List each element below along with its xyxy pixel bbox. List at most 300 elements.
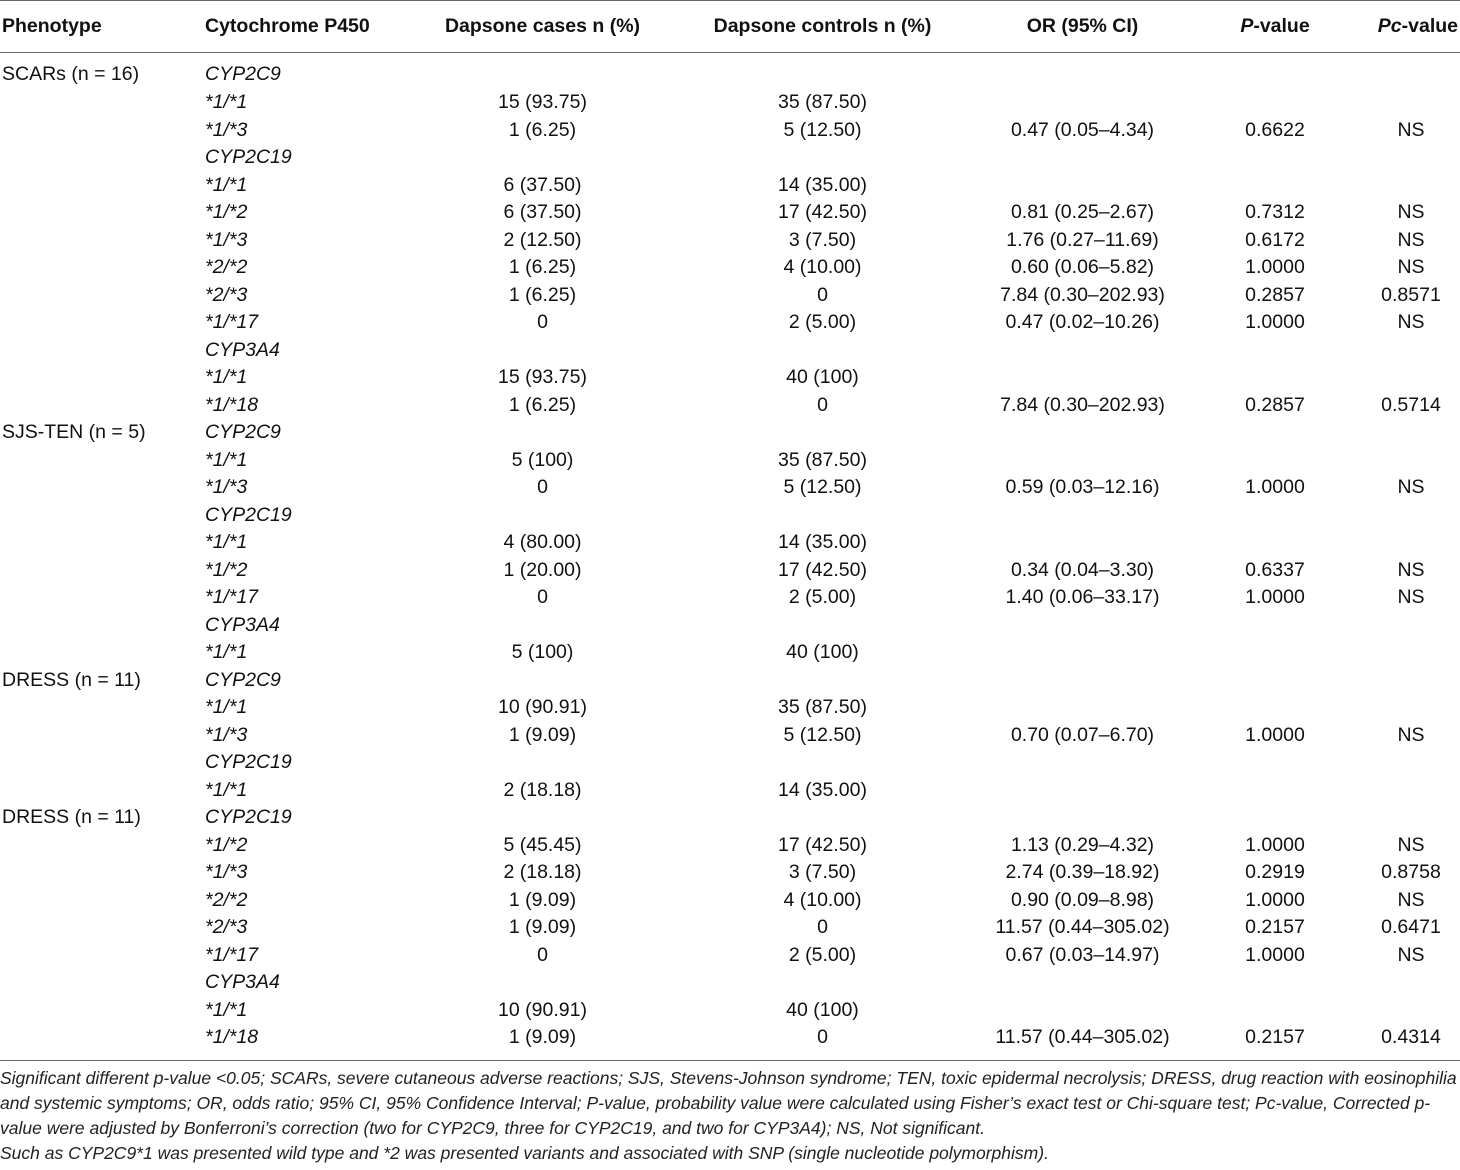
cell-cases: 1 (9.09) — [508, 888, 577, 911]
cell-cytochrome: *1/*18 — [205, 393, 259, 416]
cell-controls — [680, 419, 965, 447]
cell-p-value — [1200, 447, 1350, 475]
cell-or — [965, 419, 1200, 447]
cell-pc-value: NS — [1397, 833, 1425, 856]
cell-controls: 14 (35.00) — [778, 778, 867, 801]
cell-p-value — [1200, 639, 1350, 667]
table-row — [0, 887, 1460, 915]
cell-pc-value: NS — [1397, 586, 1425, 608]
cell-pc-value — [1350, 172, 1460, 200]
header-cytochrome: Cytochrome P450 — [200, 1, 405, 53]
table-row — [0, 502, 1460, 530]
cell-pc-value — [1350, 337, 1460, 365]
cell-p-value: 0.6172 — [1245, 228, 1305, 251]
cell-p-value — [1200, 667, 1350, 695]
cell-or: 0.90 (0.09–8.98) — [1010, 888, 1155, 911]
cell-phenotype — [0, 859, 200, 887]
cell-cytochrome: CYP3A4 — [205, 971, 280, 993]
cell-cytochrome: CYP2C9 — [205, 63, 281, 86]
cell-or — [965, 53, 1200, 90]
cell-pc-value — [1350, 694, 1460, 722]
cell-p-value — [1200, 694, 1350, 722]
table-row — [0, 667, 1460, 695]
table-row — [0, 254, 1460, 282]
cell-or: 11.57 (0.44–305.02) — [995, 916, 1170, 938]
table-row — [0, 557, 1460, 585]
cell-pc-value: 0.6471 — [1381, 916, 1441, 938]
cell-p-value — [1200, 337, 1350, 365]
cell-controls: 2 (5.00) — [788, 586, 857, 608]
cell-phenotype — [0, 529, 200, 557]
cell-p-value — [1200, 53, 1350, 90]
cell-p-value — [1200, 529, 1350, 557]
cell-cases: 1 (9.09) — [508, 916, 577, 938]
cell-or: 1.13 (0.29–4.32) — [1010, 833, 1155, 856]
table-row — [0, 172, 1460, 200]
cell-pc-value: NS — [1397, 201, 1425, 223]
cell-controls: 17 (42.50) — [778, 558, 867, 581]
header-pc-italic: Pc — [1377, 15, 1402, 37]
cell-phenotype — [0, 584, 200, 612]
cell-pc-value — [1350, 639, 1460, 667]
table-row — [0, 584, 1460, 612]
table-footnotes — [0, 1066, 1460, 1166]
cell-pc-value: NS — [1397, 256, 1425, 278]
table-row — [0, 199, 1460, 227]
cell-phenotype: SJS-TEN (n = 5) — [2, 421, 146, 443]
table-row — [0, 969, 1460, 997]
cell-pc-value: NS — [1397, 723, 1425, 746]
cell-cytochrome: *1/*2 — [205, 833, 248, 856]
cell-pc-value — [1350, 997, 1460, 1025]
table-row — [0, 309, 1460, 337]
cell-cases: 1 (9.09) — [508, 723, 577, 746]
cell-phenotype — [0, 557, 200, 585]
cell-phenotype — [0, 309, 200, 337]
header-row — [0, 1, 1460, 53]
table-row — [0, 474, 1460, 502]
cell-or: 0.47 (0.05–4.34) — [1010, 118, 1155, 141]
table-row — [0, 364, 1460, 392]
table-row — [0, 227, 1460, 255]
cell-cytochrome: *1/*1 — [205, 531, 248, 553]
cell-controls: 3 (7.50) — [788, 861, 857, 883]
cell-cytochrome: *1/*1 — [205, 448, 248, 471]
cell-pc-value: 0.8758 — [1381, 861, 1441, 883]
cell-cases: 0 — [537, 943, 548, 966]
table-row — [0, 392, 1460, 420]
cell-cytochrome: *1/*3 — [205, 118, 248, 141]
cell-pc-value: NS — [1397, 476, 1425, 498]
cell-controls — [680, 969, 965, 997]
header-p-value — [1200, 1, 1350, 53]
cell-or — [965, 364, 1200, 392]
cell-controls: 14 (35.00) — [778, 173, 867, 196]
cell-pc-value — [1350, 612, 1460, 640]
cell-pc-value — [1350, 804, 1460, 832]
cell-phenotype — [0, 144, 200, 172]
cell-cytochrome: CYP3A4 — [205, 338, 280, 361]
cell-phenotype — [0, 199, 200, 227]
cell-or — [965, 89, 1200, 117]
cell-controls: 2 (5.00) — [788, 943, 857, 966]
cell-cases — [405, 969, 680, 997]
cell-cases: 1 (6.25) — [508, 256, 577, 278]
cell-or: 1.40 (0.06–33.17) — [1005, 586, 1160, 608]
cell-cases: 0 — [537, 311, 548, 333]
table-row — [0, 942, 1460, 970]
cell-cases: 5 (100) — [511, 448, 574, 471]
cell-or — [965, 694, 1200, 722]
cell-controls: 0 — [680, 1024, 965, 1060]
cell-cytochrome: *1/*1 — [205, 998, 248, 1021]
cell-or — [965, 144, 1200, 172]
cell-phenotype — [0, 832, 200, 860]
cell-p-value: 0.2157 — [1245, 916, 1305, 938]
cell-cases: 1 (6.25) — [508, 393, 577, 416]
cell-cytochrome: *1/*17 — [205, 586, 259, 608]
cell-cases — [405, 804, 680, 832]
cell-controls — [680, 667, 965, 695]
cell-or: 0.34 (0.04–3.30) — [1010, 558, 1155, 581]
cell-cases: 2 (12.50) — [503, 228, 582, 251]
cell-phenotype — [0, 392, 200, 420]
cell-phenotype: DRESS (n = 11) — [2, 668, 141, 691]
cell-or — [965, 969, 1200, 997]
cell-controls — [680, 612, 965, 640]
cell-p-value — [1200, 612, 1350, 640]
table-row — [0, 529, 1460, 557]
cell-controls: 0 — [817, 283, 828, 306]
cell-p-value: 1.0000 — [1245, 888, 1305, 911]
cell-cases: 5 (100) — [511, 641, 574, 663]
footnote-abbreviations: Significant different p-value <0.05; SCARs, severe cutaneous adverse reactions; SJS, Stevens-Johnson syndrome; TEN, toxic epidermal necrolysis; DRESS, drug reaction with eosinophilia and systemic symptoms; OR, odds ratio; 95% CI, 95% Confidence Interval; P-value, probability value were calculated using Fisher’s exact test or Chi-square test; Pc-value, Corrected p-value were adjusted by Bonferroni’s correction (two for CYP2C9, three for CYP2C19, and two for CYP3A4); NS, Not significant. — [0, 1068, 1457, 1138]
cell-cases: 2 (18.18) — [503, 861, 582, 883]
table-row — [0, 612, 1460, 640]
cell-controls: 17 (42.50) — [778, 201, 867, 223]
cell-cytochrome: *1/*18 — [200, 1024, 405, 1060]
cell-pc-value: NS — [1397, 228, 1425, 251]
cell-phenotype — [0, 227, 200, 255]
cell-cytochrome: *1/*2 — [205, 558, 248, 581]
cell-phenotype — [0, 612, 200, 640]
cell-phenotype: SCARs (n = 16) — [2, 63, 140, 86]
cell-p-value: 0.2857 — [1245, 283, 1305, 306]
header-p-italic: P — [1240, 15, 1254, 37]
cell-cases — [405, 612, 680, 640]
cell-p-value — [1200, 749, 1350, 777]
cell-cases: 15 (93.75) — [498, 366, 587, 388]
cell-cases — [405, 667, 680, 695]
table-row — [0, 53, 1460, 90]
cell-controls: 40 (100) — [786, 998, 859, 1021]
cell-or — [965, 997, 1200, 1025]
cell-p-value — [1200, 364, 1350, 392]
cell-cases — [405, 53, 680, 90]
cell-phenotype — [0, 997, 200, 1025]
cell-controls — [680, 53, 965, 90]
cell-cytochrome: CYP2C9 — [205, 421, 281, 443]
cell-cytochrome: CYP2C19 — [205, 146, 292, 168]
cell-controls — [680, 144, 965, 172]
table-row — [0, 144, 1460, 172]
cell-pc-value — [1350, 447, 1460, 475]
cell-or: 0.67 (0.03–14.97) — [1005, 943, 1160, 966]
cell-controls: 35 (87.50) — [778, 696, 867, 718]
cell-cytochrome: *2/*3 — [205, 916, 248, 938]
cell-pc-value: NS — [1397, 311, 1425, 333]
cell-phenotype — [0, 117, 200, 145]
cell-cytochrome: *1/*3 — [205, 476, 248, 498]
cell-phenotype — [0, 447, 200, 475]
header-phenotype: Phenotype — [0, 1, 200, 53]
cell-pc-value: NS — [1397, 943, 1425, 966]
cell-cytochrome: *1/*1 — [205, 366, 248, 388]
table-row — [0, 722, 1460, 750]
cell-phenotype — [0, 89, 200, 117]
cell-or — [965, 777, 1200, 805]
cell-controls: 4 (10.00) — [783, 888, 862, 911]
cell-p-value — [1200, 89, 1350, 117]
cell-or — [965, 612, 1200, 640]
table-row — [0, 282, 1460, 310]
cell-or: 11.57 (0.44–305.02) — [965, 1024, 1200, 1060]
cell-or — [965, 529, 1200, 557]
cell-cases — [405, 337, 680, 365]
cell-phenotype — [0, 282, 200, 310]
table-row — [0, 1024, 1460, 1060]
header-p-suffix: -value — [1253, 15, 1310, 37]
cell-pc-value: NS — [1397, 558, 1425, 581]
cell-cases: 1 (20.00) — [503, 558, 582, 581]
cell-phenotype — [0, 694, 200, 722]
table-row — [0, 804, 1460, 832]
cell-pc-value: 0.8571 — [1381, 283, 1441, 306]
table-row — [0, 419, 1460, 447]
table-row — [0, 749, 1460, 777]
cell-p-value — [1200, 969, 1350, 997]
cell-cases — [405, 749, 680, 777]
cell-phenotype — [0, 722, 200, 750]
cell-cases: 4 (80.00) — [503, 531, 582, 553]
cell-p-value — [1200, 502, 1350, 530]
cell-or — [965, 502, 1200, 530]
table-row — [0, 694, 1460, 722]
header-cases: Dapsone cases n (%) — [405, 1, 680, 53]
table-row — [0, 914, 1460, 942]
cell-cytochrome: *1/*1 — [205, 173, 248, 196]
table-row — [0, 447, 1460, 475]
cell-pc-value — [1350, 777, 1460, 805]
cell-or: 7.84 (0.30–202.93) — [1000, 393, 1165, 416]
cell-phenotype — [0, 887, 200, 915]
cell-cytochrome: *2/*2 — [205, 888, 248, 911]
cell-cases — [405, 419, 680, 447]
cell-pc-value — [1350, 419, 1460, 447]
cell-cytochrome: *1/*3 — [205, 228, 248, 251]
cell-cytochrome: *1/*1 — [205, 696, 248, 718]
cell-controls: 35 (87.50) — [778, 91, 867, 113]
cell-or: 0.59 (0.03–12.16) — [1005, 476, 1160, 498]
cell-cytochrome: *1/*3 — [205, 861, 248, 883]
table-row — [0, 117, 1460, 145]
cell-pc-value — [1350, 89, 1460, 117]
cell-phenotype — [0, 364, 200, 392]
cell-cases: 15 (93.75) — [498, 91, 587, 113]
cell-pc-value — [1350, 667, 1460, 695]
cell-cases: 0 — [537, 476, 548, 498]
cell-controls: 2 (5.00) — [788, 311, 857, 333]
table-body — [0, 53, 1460, 1061]
cell-p-value — [1200, 777, 1350, 805]
cell-cases: 10 (90.91) — [498, 998, 587, 1021]
cell-controls: 14 (35.00) — [778, 531, 867, 553]
cell-pc-value: NS — [1397, 118, 1425, 141]
table-row — [0, 997, 1460, 1025]
cell-p-value: 1.0000 — [1245, 723, 1305, 746]
cell-or — [965, 749, 1200, 777]
cell-phenotype — [0, 1024, 200, 1060]
cell-or — [965, 337, 1200, 365]
cell-controls: 4 (10.00) — [783, 256, 862, 278]
cell-pc-value — [1350, 144, 1460, 172]
footnote-snp: Such as CYP2C9*1 was presented wild type and *2 was presented variants and associated with SNP (single nucleotide polymorphism). — [0, 1143, 1049, 1163]
cell-cases: 2 (18.18) — [503, 778, 582, 801]
cell-cytochrome: *1/*1 — [205, 91, 248, 113]
cell-p-value — [1200, 997, 1350, 1025]
cell-p-value: 0.2919 — [1245, 861, 1305, 883]
cell-or: 0.60 (0.06–5.82) — [1010, 256, 1155, 278]
table-row — [0, 832, 1460, 860]
cell-cases: 6 (37.50) — [503, 173, 582, 196]
cell-p-value: 1.0000 — [1245, 943, 1305, 966]
cell-controls: 5 (12.50) — [783, 476, 862, 498]
cell-phenotype — [0, 942, 200, 970]
cell-or: 0.47 (0.02–10.26) — [1005, 311, 1160, 333]
cell-phenotype — [0, 337, 200, 365]
cell-controls: 40 (100) — [786, 641, 859, 663]
cell-cytochrome: *1/*17 — [205, 311, 259, 333]
cell-phenotype — [0, 914, 200, 942]
cell-controls: 0 — [817, 393, 828, 416]
cell-controls: 5 (12.50) — [783, 118, 862, 141]
header-pc-value — [1350, 1, 1460, 53]
cell-p-value: 1.0000 — [1245, 476, 1305, 498]
table-header — [0, 1, 1460, 53]
cell-or: 1.76 (0.27–11.69) — [1006, 228, 1159, 251]
cell-controls: 35 (87.50) — [778, 448, 867, 471]
cell-phenotype — [0, 254, 200, 282]
cell-phenotype — [0, 969, 200, 997]
cell-pc-value — [1350, 502, 1460, 530]
cell-cases: 10 (90.91) — [498, 696, 587, 718]
cell-or: 7.84 (0.30–202.93) — [1000, 283, 1165, 306]
header-controls: Dapsone controls n (%) — [680, 1, 965, 53]
cell-cases: 1 (6.25) — [508, 118, 577, 141]
cell-p-value: 0.2157 — [1200, 1024, 1350, 1060]
cell-controls — [680, 502, 965, 530]
cell-controls — [680, 749, 965, 777]
cell-cases: 6 (37.50) — [503, 201, 582, 223]
cell-or — [965, 639, 1200, 667]
cell-or: 2.74 (0.39–18.92) — [1005, 861, 1160, 883]
cell-cases: 5 (45.45) — [503, 833, 582, 856]
cell-phenotype — [0, 502, 200, 530]
cell-cases: 1 (9.09) — [405, 1024, 680, 1060]
cell-p-value: 1.0000 — [1245, 311, 1305, 333]
cell-p-value — [1200, 419, 1350, 447]
cell-p-value: 0.2857 — [1245, 393, 1305, 416]
cell-p-value — [1200, 144, 1350, 172]
cell-or: 0.81 (0.25–2.67) — [1010, 201, 1155, 223]
table-row — [0, 89, 1460, 117]
table-row — [0, 859, 1460, 887]
cell-controls: 40 (100) — [786, 366, 859, 388]
cell-p-value — [1200, 804, 1350, 832]
cell-controls — [680, 337, 965, 365]
cell-pc-value: 0.4314 — [1350, 1024, 1460, 1060]
cell-pc-value — [1350, 529, 1460, 557]
cell-cases: 1 (6.25) — [508, 283, 577, 306]
cell-cytochrome: *2/*3 — [205, 283, 248, 306]
cell-p-value: 0.6337 — [1245, 558, 1305, 581]
cell-cases: 0 — [537, 586, 548, 608]
cell-cases — [405, 144, 680, 172]
cell-controls — [680, 804, 965, 832]
table-row — [0, 337, 1460, 365]
cell-phenotype — [0, 749, 200, 777]
cell-controls: 5 (12.50) — [783, 723, 862, 746]
cell-cytochrome: *1/*17 — [205, 943, 259, 966]
cell-cytochrome: *1/*3 — [205, 723, 248, 746]
cell-p-value: 1.0000 — [1245, 833, 1305, 856]
cell-controls: 17 (42.50) — [778, 833, 867, 856]
cell-controls: 3 (7.50) — [788, 228, 857, 251]
cell-cytochrome: *1/*2 — [205, 201, 248, 223]
cell-cytochrome: CYP2C19 — [205, 806, 292, 828]
cell-p-value: 0.7312 — [1245, 201, 1305, 223]
cell-cytochrome: CYP3A4 — [205, 613, 280, 636]
cell-pc-value — [1350, 969, 1460, 997]
cell-phenotype — [0, 172, 200, 200]
cell-or — [965, 447, 1200, 475]
cell-cases — [405, 502, 680, 530]
cell-p-value: 0.6622 — [1245, 118, 1305, 141]
cell-or — [965, 172, 1200, 200]
cell-cytochrome: *1/*1 — [205, 641, 248, 663]
cell-p-value: 1.0000 — [1245, 256, 1305, 278]
cell-p-value: 1.0000 — [1245, 586, 1305, 608]
cell-or — [965, 667, 1200, 695]
table-row — [0, 639, 1460, 667]
cell-phenotype: DRESS (n = 11) — [2, 806, 141, 828]
cell-pc-value — [1350, 53, 1460, 90]
cell-pc-value — [1350, 749, 1460, 777]
cell-controls: 0 — [817, 916, 828, 938]
cell-cytochrome: CYP2C9 — [205, 668, 281, 691]
header-or: OR (95% CI) — [965, 1, 1200, 53]
cell-cytochrome: *1/*1 — [205, 778, 248, 801]
cell-phenotype — [0, 777, 200, 805]
table-row — [0, 777, 1460, 805]
cell-cytochrome: CYP2C19 — [205, 751, 292, 773]
cell-phenotype — [0, 474, 200, 502]
cell-phenotype — [0, 639, 200, 667]
cell-pc-value — [1350, 364, 1460, 392]
cell-p-value — [1200, 172, 1350, 200]
cell-or: 0.70 (0.07–6.70) — [1010, 723, 1155, 746]
header-pc-suffix: -value — [1401, 15, 1458, 37]
